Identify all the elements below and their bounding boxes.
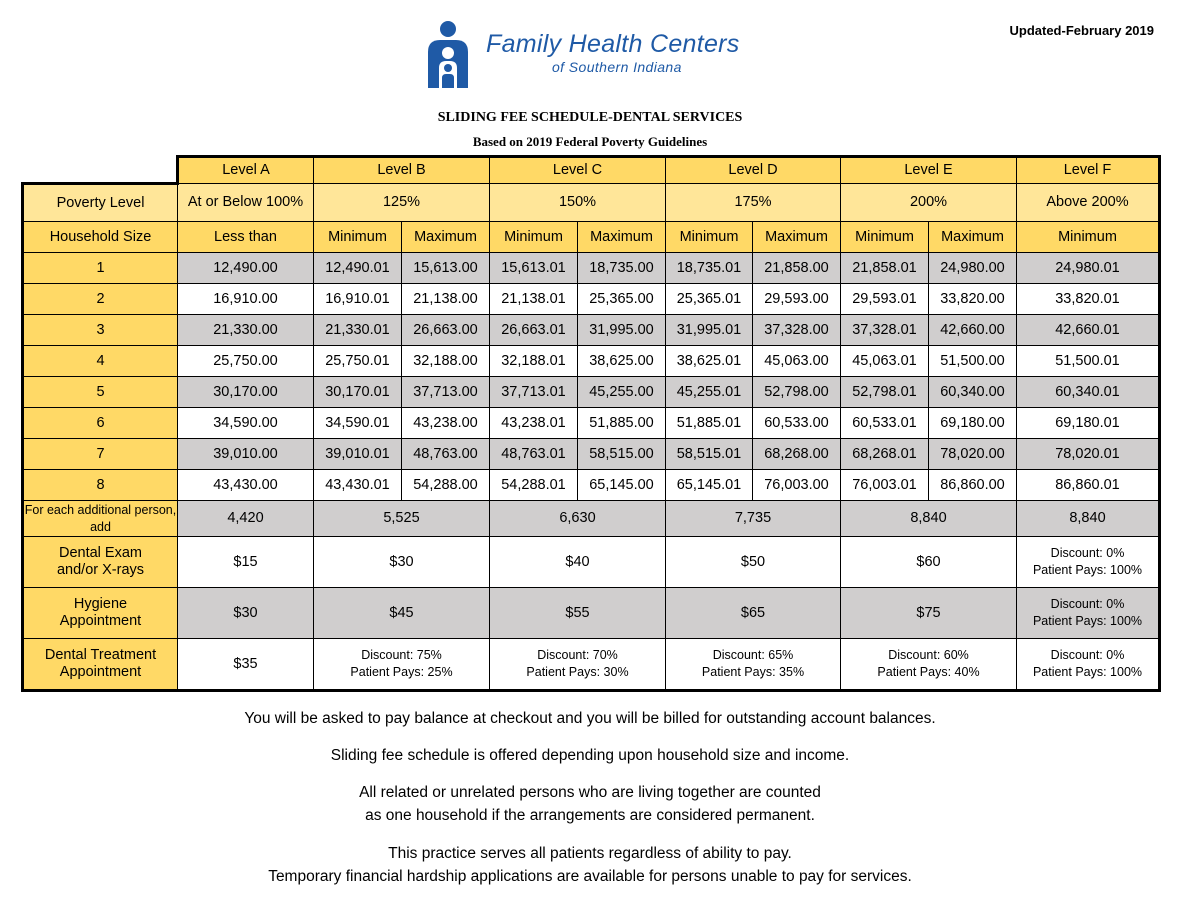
household-size-cell: 6 [23,408,178,439]
income-cell: 69,180.00 [929,408,1017,439]
income-cell: 12,490.01 [314,253,402,284]
table-row [23,315,1160,346]
income-cell: 21,330.01 [314,315,402,346]
income-cell: 65,145.00 [578,470,666,501]
maximum-header: Maximum [753,222,841,253]
income-cell: 76,003.00 [753,470,841,501]
income-cell: 51,885.01 [666,408,753,439]
household-header-row [23,222,1160,253]
income-cell: 38,625.01 [666,346,753,377]
income-cell: 24,980.01 [1017,253,1160,284]
income-cell: 34,590.00 [178,408,314,439]
income-cell: 45,255.01 [666,377,753,408]
income-cell: 30,170.01 [314,377,402,408]
poverty-row [23,184,1160,222]
income-cell: 86,860.01 [1017,470,1160,501]
income-cell: 78,020.01 [1017,439,1160,470]
service-fee-cell: $35 [178,639,314,691]
note-sliding-fee: Sliding fee schedule is offered depending upon household size and income. [330,747,850,764]
poverty-value: 175% [666,184,841,222]
additional-value: 4,420 [178,501,314,537]
note-household: All related or unrelated persons who are living together are counted as one household if the arrangements are considered permanent. [359,784,821,824]
income-cell: 48,763.00 [402,439,490,470]
income-cell: 21,138.00 [402,284,490,315]
income-cell: 31,995.00 [578,315,666,346]
income-cell: 34,590.01 [314,408,402,439]
additional-value: 5,525 [314,501,490,537]
poverty-value: 150% [490,184,666,222]
income-cell: 21,858.00 [753,253,841,284]
service-label: Dental Treatment Appointment [23,639,178,691]
service-fee-cell: Discount: 60% Patient Pays: 40% [841,639,1017,691]
less-than-header: Less than [178,222,314,253]
income-cell: 38,625.00 [578,346,666,377]
service-label: Hygiene Appointment [23,588,178,639]
income-cell: 39,010.00 [178,439,314,470]
income-cell: 39,010.01 [314,439,402,470]
income-cell: 33,820.00 [929,284,1017,315]
income-cell: 29,593.01 [841,284,929,315]
income-cell: 30,170.00 [178,377,314,408]
household-size-cell: 1 [23,253,178,284]
maximum-header: Maximum [578,222,666,253]
level-f-header: Level F [1017,157,1160,184]
service-fee-cell: $65 [666,588,841,639]
level-e-header: Level E [841,157,1017,184]
logo-title: Family Health Centers [486,30,740,58]
income-cell: 21,858.01 [841,253,929,284]
income-cell: 78,020.00 [929,439,1017,470]
service-fee-cell: $45 [314,588,490,639]
income-cell: 16,910.00 [178,284,314,315]
income-cell: 42,660.01 [1017,315,1160,346]
additional-person-row [23,501,1160,537]
income-cell: 43,430.01 [314,470,402,501]
service-fee-cell: $30 [314,537,490,588]
table-row [23,439,1160,470]
level-c-header: Level C [490,157,666,184]
income-cell: 86,860.00 [929,470,1017,501]
income-cell: 68,268.00 [753,439,841,470]
income-cell: 37,713.00 [402,377,490,408]
income-cell: 60,340.01 [1017,377,1160,408]
income-cell: 51,885.00 [578,408,666,439]
income-cell: 43,238.00 [402,408,490,439]
minimum-header: Minimum [314,222,402,253]
income-cell: 76,003.01 [841,470,929,501]
additional-value: 8,840 [841,501,1017,537]
additional-value: 7,735 [666,501,841,537]
household-size-label: Household Size [23,222,178,253]
income-cell: 31,995.01 [666,315,753,346]
service-fee-cell: $75 [841,588,1017,639]
income-cell: 15,613.01 [490,253,578,284]
poverty-value: At or Below 100% [178,184,314,222]
minimum-header: Minimum [490,222,578,253]
income-cell: 21,330.00 [178,315,314,346]
note-ability-to-pay: This practice serves all patients regardless of ability to pay. Temporary financial hardship applications are available for persons unable to pay for services. [268,845,912,885]
income-cell: 29,593.00 [753,284,841,315]
poverty-value: Above 200% [1017,184,1160,222]
service-fee-cell: $30 [178,588,314,639]
table-row [23,377,1160,408]
service-fee-cell: $50 [666,537,841,588]
income-cell: 33,820.01 [1017,284,1160,315]
income-cell: 51,500.00 [929,346,1017,377]
income-cell: 42,660.00 [929,315,1017,346]
income-cell: 25,365.00 [578,284,666,315]
table-row [23,284,1160,315]
income-cell: 43,430.00 [178,470,314,501]
income-cell: 21,138.01 [490,284,578,315]
household-size-cell: 7 [23,439,178,470]
income-cell: 25,365.01 [666,284,753,315]
income-cell: 37,713.01 [490,377,578,408]
service-label: Dental Exam and/or X-rays [23,537,178,588]
maximum-header: Maximum [402,222,490,253]
income-cell: 45,063.00 [753,346,841,377]
income-cell: 12,490.00 [178,253,314,284]
page-subtitle: Based on 2019 Federal Poverty Guidelines [472,134,708,149]
income-cell: 32,188.00 [402,346,490,377]
income-cell: 54,288.01 [490,470,578,501]
level-d-header: Level D [666,157,841,184]
income-cell: 52,798.00 [753,377,841,408]
income-cell: 25,750.00 [178,346,314,377]
income-cell: 37,328.00 [753,315,841,346]
household-size-cell: 5 [23,377,178,408]
income-cell: 65,145.01 [666,470,753,501]
poverty-value: 200% [841,184,1017,222]
fee-table [21,155,1161,692]
income-cell: 25,750.01 [314,346,402,377]
income-cell: 48,763.01 [490,439,578,470]
income-cell: 54,288.00 [402,470,490,501]
income-cell: 15,613.00 [402,253,490,284]
income-cell: 18,735.00 [578,253,666,284]
service-fee-cell: Discount: 70% Patient Pays: 30% [490,639,666,691]
income-cell: 45,063.01 [841,346,929,377]
poverty-value: 125% [314,184,490,222]
income-cell: 60,533.00 [753,408,841,439]
income-cell: 43,238.01 [490,408,578,439]
service-fee-cell: Discount: 0% Patient Pays: 100% [1017,537,1160,588]
service-fee-cell: $15 [178,537,314,588]
updated-date: Updated-February 2019 [1009,23,1154,38]
income-cell: 45,255.00 [578,377,666,408]
income-cell: 60,533.01 [841,408,929,439]
family-logo-icon [422,20,474,90]
additional-value: 6,630 [490,501,666,537]
income-cell: 58,515.01 [666,439,753,470]
table-row [23,408,1160,439]
income-cell: 37,328.01 [841,315,929,346]
table-row [23,346,1160,377]
income-cell: 24,980.00 [929,253,1017,284]
minimum-header: Minimum [841,222,929,253]
note-checkout: You will be asked to pay balance at checkout and you will be billed for outstanding account balances. [244,710,936,727]
income-cell: 52,798.01 [841,377,929,408]
table-row [23,253,1160,284]
income-cell: 16,910.01 [314,284,402,315]
level-b-header: Level B [314,157,490,184]
minimum-header: Minimum [666,222,753,253]
income-cell: 60,340.00 [929,377,1017,408]
minimum-header: Minimum [1017,222,1160,253]
service-row [23,639,1160,691]
logo-subtitle: of Southern Indiana [552,59,682,75]
household-size-cell: 2 [23,284,178,315]
service-fee-cell: $40 [490,537,666,588]
income-cell: 26,663.01 [490,315,578,346]
logo [422,20,782,92]
level-row [23,157,1160,184]
table-row [23,470,1160,501]
income-cell: 69,180.01 [1017,408,1160,439]
additional-value: 8,840 [1017,501,1160,537]
income-cell: 18,735.01 [666,253,753,284]
service-row [23,588,1160,639]
income-cell: 26,663.00 [402,315,490,346]
service-fee-cell: $55 [490,588,666,639]
poverty-level-label: Poverty Level [23,184,178,222]
service-fee-cell: Discount: 65% Patient Pays: 35% [666,639,841,691]
service-row [23,537,1160,588]
service-fee-cell: $60 [841,537,1017,588]
service-fee-cell: Discount: 0% Patient Pays: 100% [1017,639,1160,691]
income-cell: 32,188.01 [490,346,578,377]
level-a-header: Level A [178,157,314,184]
income-cell: 51,500.01 [1017,346,1160,377]
additional-person-label: For each additional person, add [23,501,178,537]
income-cell: 68,268.01 [841,439,929,470]
service-fee-cell: Discount: 0% Patient Pays: 100% [1017,588,1160,639]
service-fee-cell: Discount: 75% Patient Pays: 25% [314,639,490,691]
household-size-cell: 8 [23,470,178,501]
household-size-cell: 4 [23,346,178,377]
income-cell: 58,515.00 [578,439,666,470]
page-title: SLIDING FEE SCHEDULE-DENTAL SERVICES [437,110,743,125]
household-size-cell: 3 [23,315,178,346]
maximum-header: Maximum [929,222,1017,253]
